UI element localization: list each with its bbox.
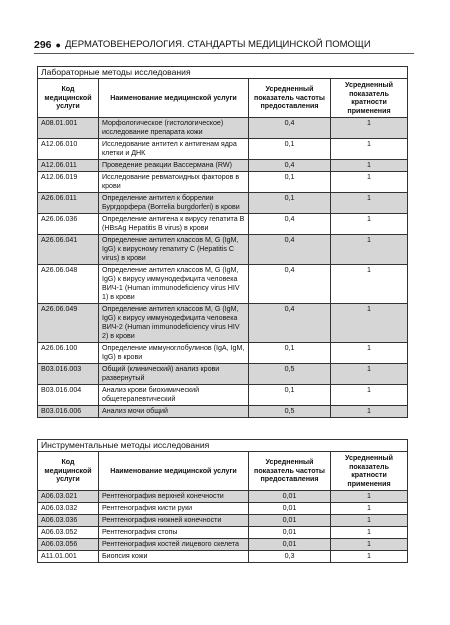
- column-header: Усредненный показатель кратности применения: [331, 79, 408, 118]
- service-code: A26.06.041: [38, 235, 99, 265]
- service-code: A26.06.100: [38, 343, 99, 364]
- multiplicity-value: 1: [331, 364, 408, 385]
- multiplicity-value: 1: [331, 160, 408, 172]
- frequency-value: 0,01: [249, 503, 331, 515]
- service-code: A26.06.011: [38, 193, 99, 214]
- service-code: A12.06.010: [38, 139, 99, 160]
- column-header: Наименование медицинской услуги: [99, 79, 249, 118]
- frequency-value: 0,5: [249, 406, 331, 418]
- bullet-icon: ●: [55, 40, 61, 50]
- table-caption: Инструментальные методы исследования: [38, 440, 408, 452]
- service-code: A12.06.019: [38, 172, 99, 193]
- service-name: Рентгенография верхней конечности: [99, 491, 249, 503]
- table-row: [38, 515, 408, 527]
- table-header-row: [38, 79, 408, 118]
- frequency-value: 0,4: [249, 160, 331, 172]
- table-row: [38, 172, 408, 193]
- service-name: Рентгенография нижней конечности: [99, 515, 249, 527]
- multiplicity-value: 1: [331, 235, 408, 265]
- service-code: A06.03.032: [38, 503, 99, 515]
- frequency-value: 0,01: [249, 527, 331, 539]
- service-name: Биопсия кожи: [99, 551, 249, 563]
- service-code: A06.03.056: [38, 539, 99, 551]
- frequency-value: 0,01: [249, 515, 331, 527]
- frequency-value: 0,01: [249, 539, 331, 551]
- service-code: B03.016.006: [38, 406, 99, 418]
- service-code: A06.03.036: [38, 515, 99, 527]
- table-row: [38, 193, 408, 214]
- frequency-value: 0,1: [249, 193, 331, 214]
- column-header: Код медицинской услуги: [38, 452, 99, 491]
- service-name: Рентгенография стопы: [99, 527, 249, 539]
- table-row: [38, 235, 408, 265]
- lab-methods-table: [37, 66, 408, 418]
- frequency-value: 0,5: [249, 364, 331, 385]
- frequency-value: 0,4: [249, 235, 331, 265]
- table-row: [38, 118, 408, 139]
- service-name: Определение антител классов M, G (IgM, IgG) к вирусному гепатиту C (Hepatitis C virus) в крови: [99, 235, 249, 265]
- table-row: [38, 503, 408, 515]
- table-row: [38, 385, 408, 406]
- table-row: [38, 214, 408, 235]
- multiplicity-value: 1: [331, 343, 408, 364]
- frequency-value: 0,1: [249, 139, 331, 160]
- service-code: A12.06.011: [38, 160, 99, 172]
- column-header: Усредненный показатель частоты предоставления: [249, 79, 331, 118]
- multiplicity-value: 1: [331, 304, 408, 343]
- frequency-value: 0,1: [249, 172, 331, 193]
- service-name: Анализ крови биохимический общетерапевтический: [99, 385, 249, 406]
- table-row: [38, 139, 408, 160]
- table-caption-row: [38, 67, 408, 79]
- instrumental-methods-table: [37, 439, 408, 563]
- multiplicity-value: 1: [331, 172, 408, 193]
- column-header: Усредненный показатель кратности применения: [331, 452, 408, 491]
- service-name: Морфологическое (гистологическое) исследование препарата кожи: [99, 118, 249, 139]
- multiplicity-value: 1: [331, 539, 408, 551]
- frequency-value: 0,4: [249, 265, 331, 304]
- service-code: B03.016.003: [38, 364, 99, 385]
- service-name: Исследование антител к антигенам ядра клетки и ДНК: [99, 139, 249, 160]
- service-name: Определение антител классов M, G (IgM, IgG) к вирусу иммунодефицита человека ВИЧ-1 (Human immunodeficiency virus HIV 1) в крови: [99, 265, 249, 304]
- service-code: A06.03.021: [38, 491, 99, 503]
- service-name: Определение антител к боррелии Бургдорфера (Borrelia burgdorferi) в крови: [99, 193, 249, 214]
- multiplicity-value: 1: [331, 385, 408, 406]
- multiplicity-value: 1: [331, 527, 408, 539]
- service-code: A26.06.049: [38, 304, 99, 343]
- table-row: [38, 343, 408, 364]
- table-row: [38, 265, 408, 304]
- table-caption: Лабораторные методы исследования: [38, 67, 408, 79]
- service-code: A08.01.001: [38, 118, 99, 139]
- table-row: [38, 364, 408, 385]
- table-row: [38, 527, 408, 539]
- page-number: 296: [34, 39, 52, 51]
- table-row: [38, 406, 408, 418]
- service-name: Общий (клинический) анализ крови развернутый: [99, 364, 249, 385]
- frequency-value: 0,1: [249, 343, 331, 364]
- multiplicity-value: 1: [331, 193, 408, 214]
- running-header: [34, 38, 414, 54]
- frequency-value: 0,4: [249, 304, 331, 343]
- multiplicity-value: 1: [331, 214, 408, 235]
- service-code: A06.03.052: [38, 527, 99, 539]
- column-header: Усредненный показатель частоты предоставления: [249, 452, 331, 491]
- column-header: Код медицинской услуги: [38, 79, 99, 118]
- table-row: [38, 551, 408, 563]
- table-header-row: [38, 452, 408, 491]
- multiplicity-value: 1: [331, 503, 408, 515]
- multiplicity-value: 1: [331, 406, 408, 418]
- table-caption-row: [38, 440, 408, 452]
- frequency-value: 0,01: [249, 491, 331, 503]
- service-code: A26.06.036: [38, 214, 99, 235]
- multiplicity-value: 1: [331, 515, 408, 527]
- service-code: A26.06.048: [38, 265, 99, 304]
- service-name: Определение иммуноглобулинов (IgA, IgM, IgG) в крови: [99, 343, 249, 364]
- multiplicity-value: 1: [331, 551, 408, 563]
- frequency-value: 0,1: [249, 385, 331, 406]
- service-name: Определение антигена к вирусу гепатита B (HBsAg Hepatitis B virus) в крови: [99, 214, 249, 235]
- service-name: Рентгенография кисти руки: [99, 503, 249, 515]
- frequency-value: 0,4: [249, 214, 331, 235]
- table-row: [38, 539, 408, 551]
- service-name: Анализ мочи общий: [99, 406, 249, 418]
- service-name: Определение антител классов M, G (IgM, IgG) к вирусу иммунодефицита человека ВИЧ-2 (Human immunodeficiency virus HIV 2) в крови: [99, 304, 249, 343]
- service-code: B03.016.004: [38, 385, 99, 406]
- table-row: [38, 160, 408, 172]
- frequency-value: 0,4: [249, 118, 331, 139]
- frequency-value: 0,3: [249, 551, 331, 563]
- service-name: Проведение реакции Вассермана (RW): [99, 160, 249, 172]
- running-title: ДЕРМАТОВЕНЕРОЛОГИЯ. СТАНДАРТЫ МЕДИЦИНСКОЙ ПОМОЩИ: [64, 39, 371, 50]
- multiplicity-value: 1: [331, 139, 408, 160]
- column-header: Наименование медицинской услуги: [99, 452, 249, 491]
- multiplicity-value: 1: [331, 118, 408, 139]
- table-row: [38, 491, 408, 503]
- service-name: Исследование ревматоидных факторов в крови: [99, 172, 249, 193]
- table-row: [38, 304, 408, 343]
- service-code: A11.01.001: [38, 551, 99, 563]
- multiplicity-value: 1: [331, 265, 408, 304]
- multiplicity-value: 1: [331, 491, 408, 503]
- service-name: Рентгенография костей лицевого скелета: [99, 539, 249, 551]
